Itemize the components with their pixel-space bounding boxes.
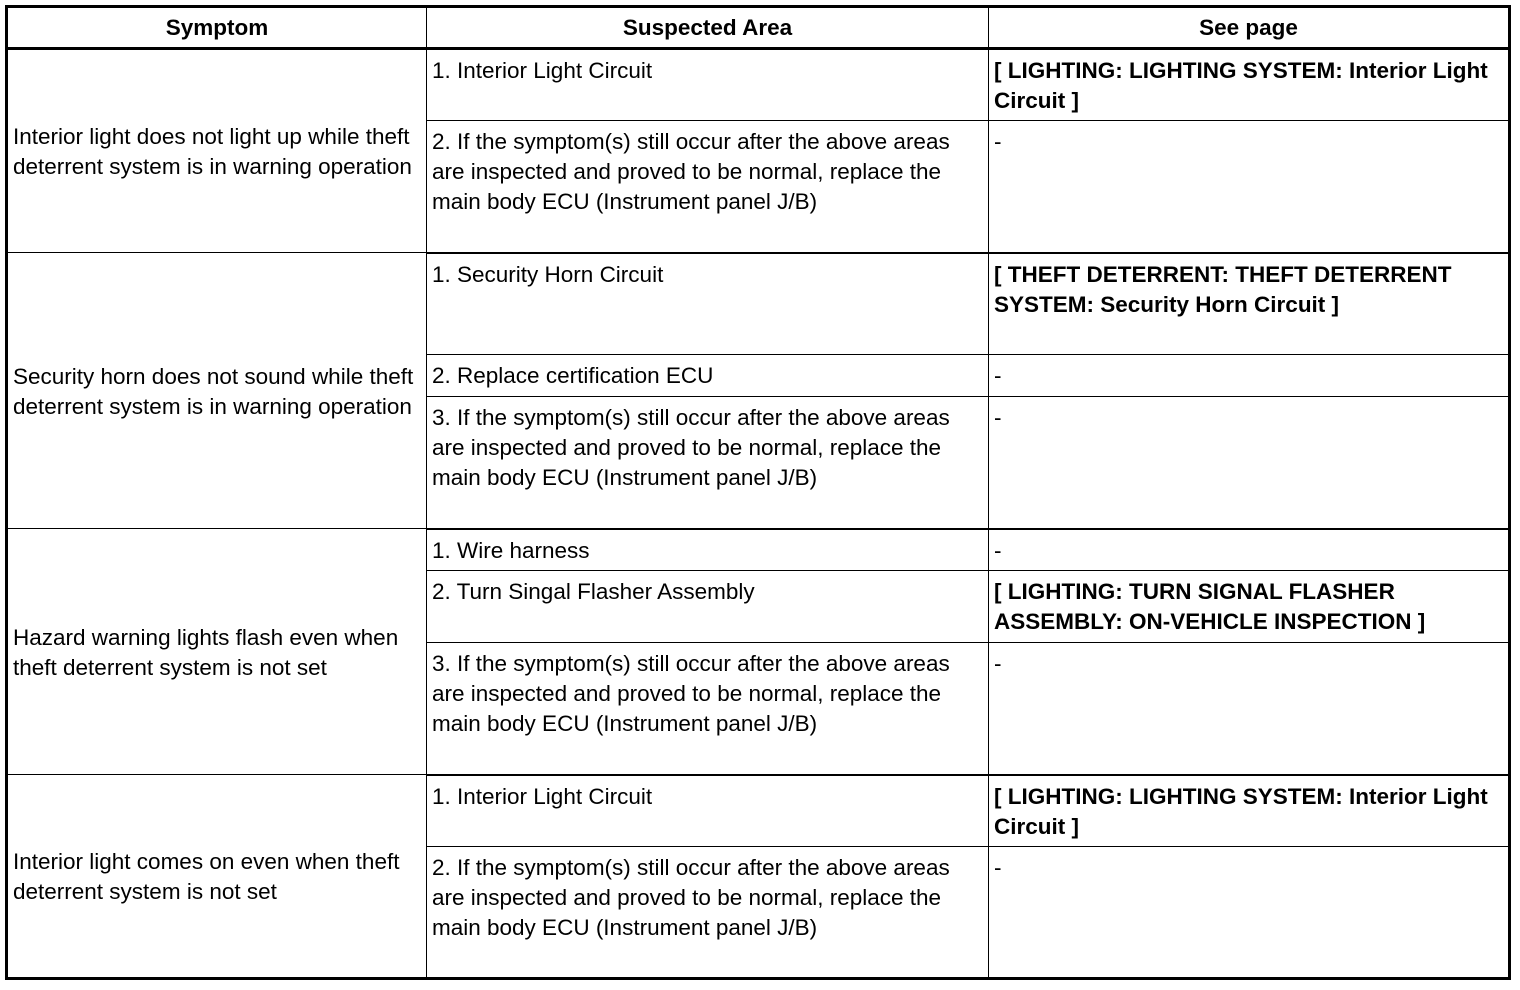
see-page-link[interactable]: [ LIGHTING: LIGHTING SYSTEM: Interior Light Circuit ] [989, 49, 1510, 121]
see-page-link[interactable]: [ THEFT DETERRENT: THEFT DETERRENT SYSTEM: Security Horn Circuit ] [989, 253, 1510, 355]
suspected-area-cell: 2. If the symptom(s) still occur after the above areas are inspected and proved to be normal, replace the main body ECU (Instrument panel J/B) [427, 121, 989, 253]
see-page-link[interactable]: [ LIGHTING: LIGHTING SYSTEM: Interior Light Circuit ] [989, 775, 1510, 847]
suspected-area-cell: 2. Replace certification ECU [427, 355, 989, 397]
see-page-cell: - [989, 355, 1510, 397]
suspected-area-cell: 1. Interior Light Circuit [427, 775, 989, 847]
symptom-cell: Security horn does not sound while theft deterrent system is in warning operation [7, 253, 427, 529]
suspected-area-cell: 2. Turn Singal Flasher Assembly [427, 571, 989, 643]
symptom-cell: Hazard warning lights flash even when theft deterrent system is not set [7, 529, 427, 775]
table-row [7, 775, 1510, 847]
table-row [7, 253, 1510, 355]
see-page-cell: - [989, 121, 1510, 253]
header-see-page: See page [989, 7, 1510, 49]
see-page-cell: - [989, 397, 1510, 529]
header-symptom: Symptom [7, 7, 427, 49]
see-page-cell: - [989, 847, 1510, 979]
symptom-cell: Interior light does not light up while theft deterrent system is in warning operation [7, 49, 427, 253]
header-suspected-area: Suspected Area [427, 7, 989, 49]
see-page-cell: - [989, 529, 1510, 571]
problem-symptoms-table [5, 5, 1511, 980]
suspected-area-cell: 3. If the symptom(s) still occur after the above areas are inspected and proved to be normal, replace the main body ECU (Instrument panel J/B) [427, 397, 989, 529]
suspected-area-cell: 1. Interior Light Circuit [427, 49, 989, 121]
symptom-cell: Interior light comes on even when theft deterrent system is not set [7, 775, 427, 979]
see-page-cell: - [989, 643, 1510, 775]
suspected-area-cell: 1. Wire harness [427, 529, 989, 571]
suspected-area-cell: 2. If the symptom(s) still occur after the above areas are inspected and proved to be normal, replace the main body ECU (Instrument panel J/B) [427, 847, 989, 979]
see-page-link[interactable]: [ LIGHTING: TURN SIGNAL FLASHER ASSEMBLY: ON-VEHICLE INSPECTION ] [989, 571, 1510, 643]
suspected-area-cell: 1. Security Horn Circuit [427, 253, 989, 355]
table-header-row [7, 7, 1510, 49]
table-row [7, 529, 1510, 571]
table-row [7, 49, 1510, 121]
troubleshooting-table-container [5, 5, 1508, 980]
suspected-area-cell: 3. If the symptom(s) still occur after the above areas are inspected and proved to be normal, replace the main body ECU (Instrument panel J/B) [427, 643, 989, 775]
